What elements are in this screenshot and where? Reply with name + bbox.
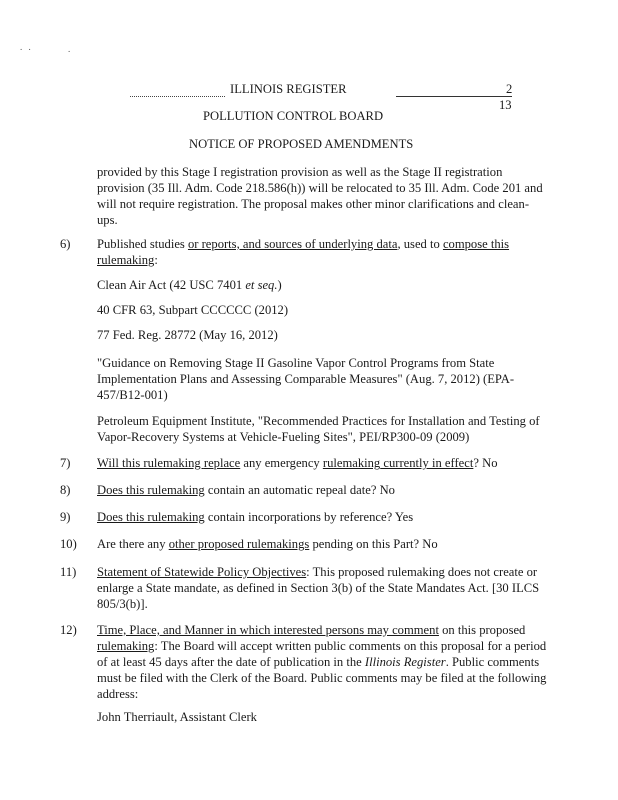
reference-epa-guidance: Implementation Plans and Assessing Comparable Measures" (Aug. 7, 2012) (EPA- (97, 372, 515, 386)
intro-line: provision (35 Ill. Adm. Code 218.586(h)) will be relocated to 35 Ill. Adm. Code 201 and (97, 181, 543, 195)
item-8-question: Does this rulemaking contain an automatic repeal date? No (97, 483, 395, 497)
item-11-text: Statement of Statewide Policy Objectives: This proposed rulemaking does not create or (97, 565, 538, 579)
header-rule-left (130, 96, 225, 97)
register-title: ILLINOIS REGISTER (230, 82, 347, 96)
item-12-text: Time, Place, and Manner in which interested persons may comment on this proposed (97, 623, 526, 637)
item-11-number: 11) (60, 565, 77, 579)
reference-pei: Petroleum Equipment Institute, "Recommended Practices for Installation and Testing of (97, 414, 540, 428)
reference-epa-guidance: 457/B12-001) (97, 388, 168, 402)
notice-title: NOTICE OF PROPOSED AMENDMENTS (189, 137, 414, 151)
item-9-question: Does this rulemaking contain incorporations by reference? Yes (97, 510, 414, 524)
reference-pei: Vapor-Recovery Systems at Vehicle-Fueling Sites", PEI/RP300-09 (2009) (97, 430, 470, 444)
reference-fed-reg: 77 Fed. Reg. 28772 (May 16, 2012) (97, 328, 278, 342)
item-12-text: must be filed with the Clerk of the Board. Public comments may be filed at the following (97, 671, 547, 685)
item-12-text: address: (97, 687, 139, 701)
item-6-question-cont: rulemaking: (97, 253, 158, 267)
scan-mark: . (68, 44, 73, 54)
agency-title: POLLUTION CONTROL BOARD (203, 109, 384, 123)
item-6-question: Published studies or reports, and sources of underlying data, used to compose this (97, 237, 510, 251)
item-7-number: 7) (60, 456, 71, 470)
item-10-question: Are there any other proposed rulemakings pending on this Part? No (97, 537, 438, 551)
item-12-text: rulemaking: The Board will accept written public comments on this proposal for a period (97, 639, 547, 653)
header-rule-right (396, 96, 512, 97)
reference-clean-air-act: Clean Air Act (42 USC 7401 et seq.) (97, 278, 282, 292)
reference-epa-guidance: "Guidance on Removing Stage II Gasoline Vapor Control Programs from State (97, 356, 495, 370)
item-11-text: 805/3(b)]. (97, 597, 148, 611)
intro-line: will not require registration. The proposal makes other minor clarifications and clean- (97, 197, 530, 211)
item-12-contact: John Therriault, Assistant Clerk (97, 710, 257, 724)
item-10-number: 10) (60, 537, 77, 551)
reference-cfr: 40 CFR 63, Subpart CCCCCC (2012) (97, 303, 289, 317)
item-12-number: 12) (60, 623, 77, 637)
intro-line: provided by this Stage I registration provision as well as the Stage II registration (97, 165, 503, 179)
item-8-number: 8) (60, 483, 71, 497)
item-7-question: Will this rulemaking replace any emergency rulemaking currently in effect? No (97, 456, 498, 470)
item-11-text: enlarge a State mandate, as defined in Section 3(b) of the State Mandates Act. [30 ILCS (97, 581, 540, 595)
page-number: 2 (506, 82, 513, 96)
item-6-number: 6) (60, 237, 71, 251)
item-12-text: of at least 45 days after the date of publication in the Illinois Register. Public comments (97, 655, 540, 669)
issue-number: 13 (499, 98, 512, 112)
item-9-number: 9) (60, 510, 71, 524)
intro-line: ups. (97, 213, 118, 227)
scan-mark: . . (20, 42, 33, 52)
